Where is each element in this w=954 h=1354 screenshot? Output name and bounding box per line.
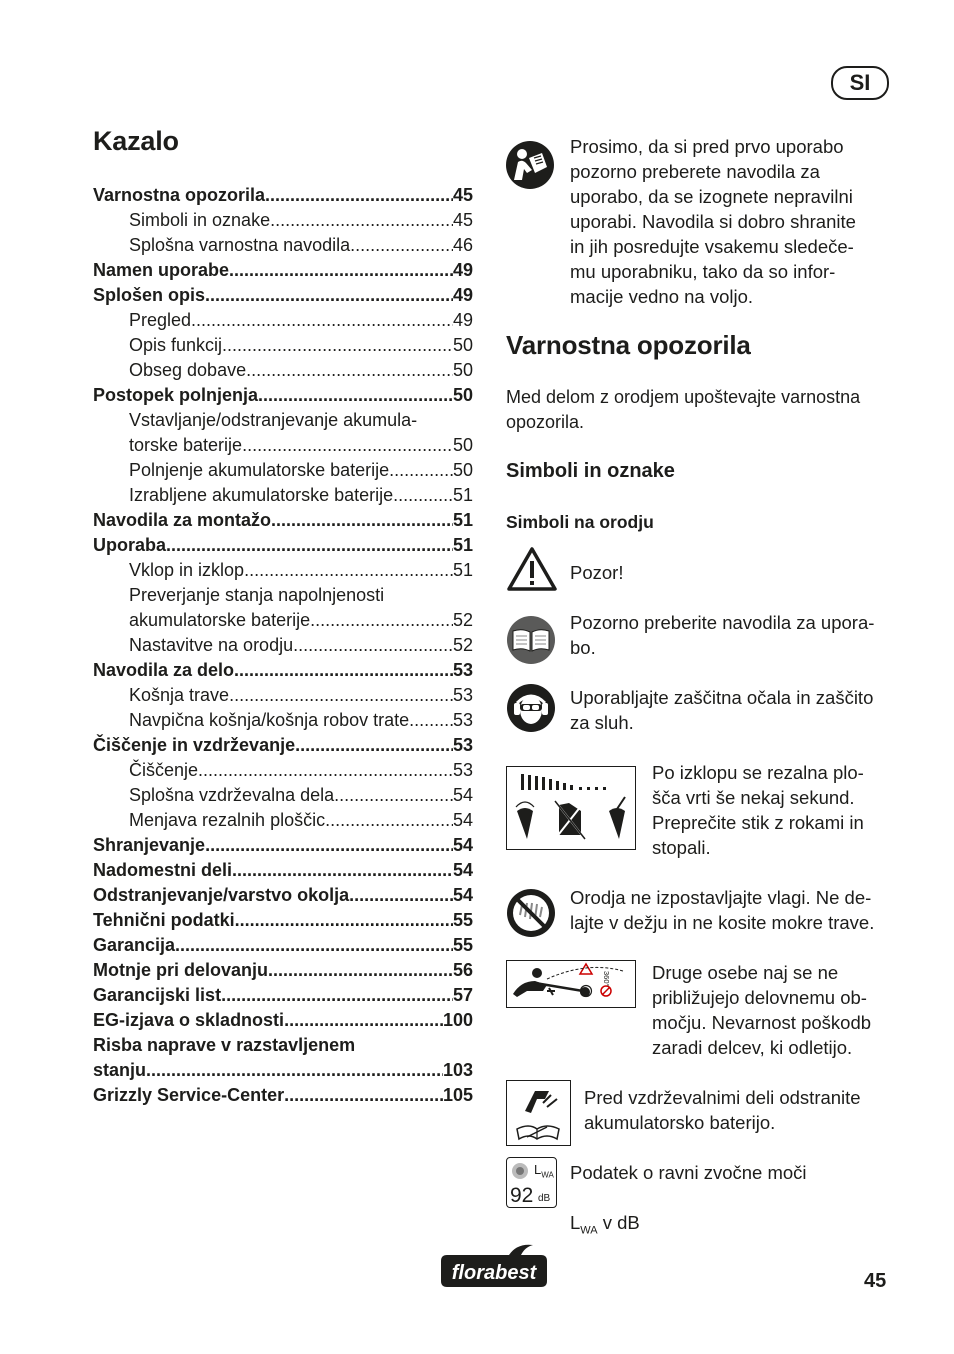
toc-entry-title: Tehnični podatki — [93, 910, 235, 930]
toc-entry-page: 46 — [452, 235, 473, 255]
symbol-text-0 — [570, 560, 623, 585]
language-badge: SI — [831, 66, 889, 100]
lwa-label: $L_{WA}$ — [534, 1162, 554, 1180]
text-line: Preprečite stik z rokami in — [652, 812, 864, 833]
toc-entry[interactable] — [93, 958, 473, 983]
toc-entry-title: Namen uporabe — [93, 260, 230, 280]
toc-entry-page: 50 — [452, 335, 473, 355]
toc-entry[interactable] — [93, 683, 473, 708]
toc-leader-dots — [246, 358, 453, 383]
text-line: pozorno preberete navodila za — [570, 161, 820, 182]
toc-entry[interactable] — [93, 183, 473, 208]
toc-leader-dots — [265, 183, 453, 208]
toc-entry-title: Splošen opis — [93, 285, 206, 305]
toc-entry-title: Košnja trave — [129, 685, 230, 705]
toc-entry-title: Garancijski list — [93, 985, 222, 1005]
blade-rotation-hands-feet-icon — [506, 766, 636, 850]
toc-entry-page: 52 — [452, 610, 473, 630]
toc-leader-dots — [284, 1008, 443, 1033]
toc-title: Kazalo — [93, 126, 179, 156]
symbol-text-1 — [570, 610, 874, 660]
toc-entry-page: 50 — [452, 360, 473, 380]
angle-label: 360° — [602, 971, 611, 987]
toc-entry-page: 53 — [452, 760, 473, 780]
text-line: Uporabljajte zaščitna očala in zaščito — [570, 687, 874, 708]
toc-entry-title: Varnostna opozorila — [93, 185, 266, 205]
sound-power-text — [570, 1160, 807, 1185]
toc-entry-page: 54 — [452, 860, 473, 880]
toc-entry-title: Vklop in izklop — [129, 560, 245, 580]
symbol-text-7 — [570, 1160, 807, 1244]
toc-leader-dots — [271, 508, 453, 533]
toc-entry-title: Navodila za montažo — [93, 510, 272, 530]
toc-entry-page: 51 — [452, 535, 473, 555]
toc-entry[interactable] — [93, 933, 473, 958]
toc-entry[interactable] — [93, 408, 473, 433]
page-number: 45 — [864, 1270, 887, 1292]
toc-entry-page: 53 — [452, 735, 473, 755]
toc-entry-title: Izrabljene akumulatorske baterije — [129, 485, 394, 505]
intro-text — [570, 134, 856, 309]
toc-entry-page: 50 — [452, 460, 473, 480]
toc-entry-page: 45 — [452, 185, 473, 205]
toc-entry-title: Garancija — [93, 935, 176, 955]
toc-leader-dots — [268, 958, 453, 983]
toc-entry[interactable] — [93, 1008, 473, 1033]
symbol-text-2 — [570, 685, 873, 735]
toc-leader-dots — [325, 808, 453, 833]
tool-symbols-title: Simboli na orodju — [506, 512, 654, 532]
text-line: Orodja ne izpostavljajte vlagi. Ne de- — [570, 887, 872, 908]
toc-entry-page: 49 — [452, 260, 473, 280]
table-of-contents — [93, 183, 473, 1108]
toc-entry[interactable] — [93, 658, 473, 683]
warning-triangle-icon — [506, 546, 558, 592]
toc-entry-title: Pregled — [129, 310, 192, 330]
toc-leader-dots — [293, 633, 453, 658]
toc-entry[interactable] — [93, 208, 473, 233]
logo-text: florabest — [451, 1262, 537, 1284]
toc-entry-title: Risba naprave v razstavljenem — [93, 1035, 356, 1055]
text-line: Druge osebe naj se ne — [652, 962, 839, 983]
text-line: stopali. — [652, 837, 711, 858]
text-line: Pozorno preberite navodila za upora- — [570, 612, 875, 633]
toc-entry-title: Čiščenje — [129, 760, 199, 780]
toc-entry-title: Postopek polnjenja — [93, 385, 259, 405]
toc-entry-page: 52 — [452, 635, 473, 655]
toc-leader-dots — [393, 483, 453, 508]
text-line: za sluh. — [570, 712, 634, 733]
toc-entry-page: 54 — [452, 835, 473, 855]
toc-leader-dots — [270, 208, 453, 233]
text-line: šča vrti še nekaj sekund. — [652, 787, 855, 808]
toc-leader-dots — [409, 708, 453, 733]
toc-entry[interactable] — [93, 833, 473, 858]
toc-entry-page: 53 — [452, 660, 473, 680]
toc-entry[interactable] — [93, 708, 473, 733]
text-line: Po izklopu se rezalna plo- — [652, 762, 864, 783]
toc-entry-title: Menjava rezalnih ploščic — [129, 810, 326, 830]
toc-entry-title: Opis funkcij — [129, 335, 223, 355]
text-line: približujejo delovnemu ob- — [652, 987, 867, 1008]
toc-entry-title: Polnjenje akumulatorske baterije — [129, 460, 390, 480]
toc-entry-title: Splošna varnostna navodila — [129, 235, 351, 255]
toc-entry-page: 57 — [452, 985, 473, 1005]
toc-entry[interactable] — [93, 508, 473, 533]
sound-value: 92 — [510, 1184, 534, 1207]
symbol-text-3 — [652, 760, 864, 860]
toc-entry[interactable] — [93, 783, 473, 808]
toc-entry-title: Obseg dobave — [129, 360, 247, 380]
toc-entry-page: 49 — [452, 285, 473, 305]
toc-leader-dots — [205, 833, 453, 858]
toc-entry-page: 51 — [452, 510, 473, 530]
toc-leader-dots — [284, 1083, 443, 1108]
toc-entry-title: Navpična košnja/košnja robov trate — [129, 710, 410, 730]
toc-entry[interactable] — [93, 608, 473, 633]
toc-leader-dots — [244, 558, 453, 583]
toc-entry[interactable] — [93, 808, 473, 833]
toc-entry-page: 45 — [452, 210, 473, 230]
toc-entry-title: Nastavitve na orodju — [129, 635, 294, 655]
text-line: Pred vzdrževalnimi deli odstranite — [584, 1087, 861, 1108]
toc-entry-page: 49 — [452, 310, 473, 330]
toc-entry-title: Odstranjevanje/varstvo okolja — [93, 885, 350, 905]
toc-entry[interactable] — [93, 583, 473, 608]
toc-entry-title: Čiščenje in vzdrževanje — [93, 735, 296, 755]
text-line: uporabo, da se izognete nepravilni — [570, 186, 853, 207]
toc-entry[interactable] — [93, 558, 473, 583]
toc-leader-dots — [198, 758, 453, 783]
toc-entry[interactable] — [93, 383, 473, 408]
toc-entry-title: torske baterije — [129, 435, 243, 455]
toc-entry[interactable] — [93, 258, 473, 283]
text-line: uporabi. Navodila si dobro shranite — [570, 211, 856, 232]
toc-leader-dots — [146, 1058, 443, 1083]
florabest-logo — [437, 1243, 551, 1294]
toc-entry-page: 55 — [452, 935, 473, 955]
toc-leader-dots — [222, 333, 453, 358]
toc-entry[interactable] — [93, 908, 473, 933]
lwa-unit: $L_{WA}$ v dB — [570, 1212, 640, 1237]
toc-leader-dots — [175, 933, 453, 958]
goggles-ear-protection-icon — [506, 683, 556, 733]
text-line: Prosimo, da si pred prvo uporabo — [570, 136, 844, 157]
text-line: mu uporabniku, tako da so infor- — [570, 261, 836, 282]
symbol-text-5 — [652, 960, 871, 1060]
toc-entry-page: 51 — [452, 560, 473, 580]
no-rain-icon — [506, 888, 556, 938]
remove-battery-icon — [506, 1080, 571, 1146]
toc-entry[interactable] — [93, 983, 473, 1008]
text-line: Med delom z orodjem upoštevajte varnostna — [506, 387, 861, 407]
toc-entry[interactable] — [93, 733, 473, 758]
toc-entry-title: Preverjanje stanja napolnjenosti — [129, 585, 385, 605]
toc-entry-title: Uporaba — [93, 535, 167, 555]
toc-entry-title: Vstavljanje/odstranjevanje akumula- — [129, 410, 418, 430]
toc-entry-title: Grizzly Service-Center — [93, 1085, 285, 1105]
toc-leader-dots — [334, 783, 453, 808]
toc-entry-page: 56 — [452, 960, 473, 980]
safety-text — [506, 385, 860, 435]
text-line: in jih posredujte vsakemu sledeče- — [570, 236, 854, 257]
toc-leader-dots — [191, 308, 453, 333]
text-line: lajte v dežju in ne kosite mokre trave. — [570, 912, 875, 933]
toc-entry[interactable] — [93, 1083, 473, 1108]
toc-entry-page: 54 — [452, 885, 473, 905]
toc-leader-dots — [221, 983, 453, 1008]
toc-entry-title: akumulatorske baterije — [129, 610, 311, 630]
toc-entry-page: 105 — [442, 1085, 473, 1105]
toc-entry-page: 55 — [452, 910, 473, 930]
toc-entry-page: 53 — [452, 685, 473, 705]
toc-entry[interactable] — [93, 533, 473, 558]
text-line: opozorila. — [506, 412, 585, 432]
toc-entry-page: 100 — [442, 1010, 473, 1030]
toc-leader-dots — [310, 608, 453, 633]
toc-entry[interactable] — [93, 358, 473, 383]
toc-leader-dots — [389, 458, 453, 483]
toc-entry[interactable] — [93, 858, 473, 883]
toc-leader-dots — [242, 433, 453, 458]
toc-leader-dots — [235, 908, 453, 933]
sound-value-unit: dB — [538, 1193, 551, 1204]
toc-entry-page: 50 — [452, 385, 473, 405]
toc-entry[interactable] — [93, 283, 473, 308]
toc-entry-page: 54 — [452, 785, 473, 805]
toc-entry-title: EG-izjava o skladnosti — [93, 1010, 285, 1030]
toc-leader-dots — [295, 733, 453, 758]
toc-entry[interactable] — [93, 1058, 473, 1083]
toc-entry[interactable] — [93, 308, 473, 333]
toc-entry-title: Navodila za delo — [93, 660, 235, 680]
text-line: bo. — [570, 637, 596, 658]
toc-leader-dots — [166, 533, 453, 558]
toc-entry-title: stanju — [93, 1060, 147, 1080]
text-line: Pozor! — [570, 562, 624, 583]
toc-entry-page: 50 — [452, 435, 473, 455]
text-line: akumulatorsko baterijo. — [584, 1112, 776, 1133]
safety-title: Varnostna opozorila — [506, 330, 751, 360]
toc-entry-page: 103 — [442, 1060, 473, 1080]
toc-leader-dots — [350, 233, 453, 258]
toc-entry[interactable] — [93, 1033, 473, 1058]
toc-entry-title: Simboli in oznake — [129, 210, 271, 230]
toc-entry[interactable] — [93, 483, 473, 508]
toc-leader-dots — [232, 858, 453, 883]
toc-entry[interactable] — [93, 433, 473, 458]
toc-leader-dots — [205, 283, 453, 308]
keep-distance-icon — [506, 960, 636, 1008]
symbol-text-6 — [584, 1085, 861, 1135]
read-manual-icon — [505, 140, 555, 190]
toc-entry-title: Shranjevanje — [93, 835, 206, 855]
toc-leader-dots — [349, 883, 453, 908]
toc-entry[interactable] — [93, 458, 473, 483]
text-line: macije vedno na voljo. — [570, 286, 754, 307]
text-line: zaradi delcev, ki odletijo. — [652, 1037, 853, 1058]
toc-entry[interactable] — [93, 758, 473, 783]
toc-entry-title: Nadomestni deli — [93, 860, 233, 880]
toc-entry-page: 53 — [452, 710, 473, 730]
toc-entry-page: 51 — [452, 485, 473, 505]
toc-entry-page: 54 — [452, 810, 473, 830]
toc-entry[interactable] — [93, 883, 473, 908]
text-line: Podatek o ravni zvočne moči — [570, 1162, 807, 1183]
sound-power-icon — [506, 1157, 557, 1208]
symbol-text-4 — [570, 885, 874, 935]
toc-entry-title: Splošna vzdrževalna dela — [129, 785, 335, 805]
toc-entry[interactable] — [93, 233, 473, 258]
toc-entry-title: Motnje pri delovanju — [93, 960, 269, 980]
toc-entry[interactable] — [93, 333, 473, 358]
toc-leader-dots — [234, 658, 453, 683]
toc-entry[interactable] — [93, 633, 473, 658]
toc-leader-dots — [229, 258, 453, 283]
text-line: močju. Nevarnost poškodb — [652, 1012, 872, 1033]
open-book-icon — [506, 615, 556, 665]
toc-leader-dots — [258, 383, 453, 408]
symbols-title: Simboli in oznake — [506, 460, 675, 482]
toc-leader-dots — [229, 683, 453, 708]
